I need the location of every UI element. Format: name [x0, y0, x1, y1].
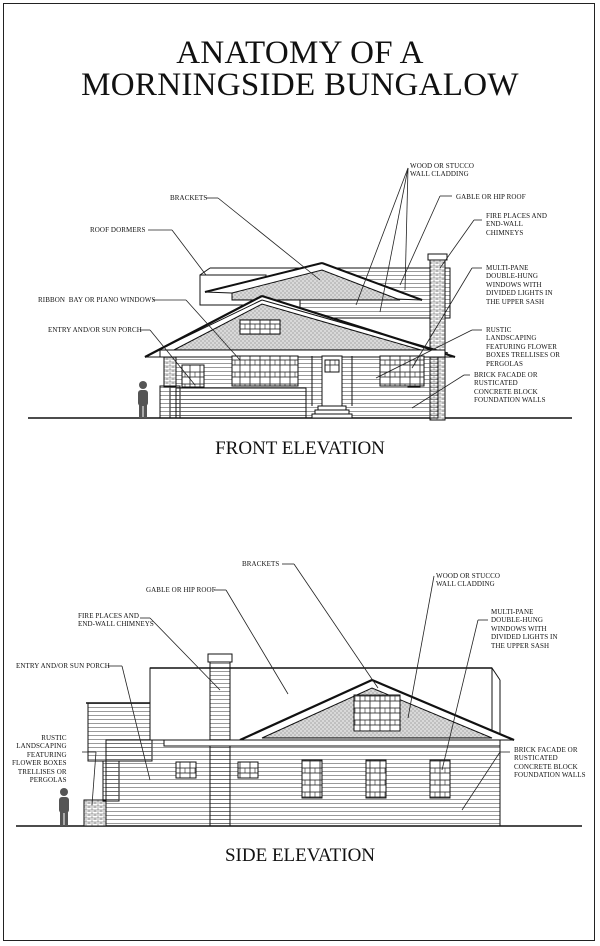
side-label-entry: ENTRY AND/OR SUN PORCH — [16, 662, 110, 670]
side-label-rustic: RUSTIC LANDSCAPING FEATURING FLOWER BOXES TRELLISES OR PERGOLAS — [12, 734, 67, 785]
side-label-brackets: BRACKETS — [242, 560, 280, 568]
front-elevation-heading: FRONT ELEVATION — [215, 438, 385, 459]
side-label-wood-stucco: WOOD OR STUCCO WALL CLADDING — [436, 572, 501, 589]
side-label-gable-hip: GABLE OR HIP ROOF — [146, 586, 216, 594]
front-label-gable-hip: GABLE OR HIP ROOF — [456, 193, 526, 201]
side-elevation-heading: SIDE ELEVATION — [224, 845, 376, 866]
title-line-2: MORNINGSIDE BUNGALOW — [81, 67, 519, 103]
title-line-1: ANATOMY OF A — [176, 35, 424, 71]
side-label-fireplaces: FIRE PLACES AND END-WALL CHIMNEYS — [78, 612, 154, 629]
front-label-fireplaces: FIRE PLACES AND END-WALL CHIMNEYS — [486, 212, 548, 237]
front-label-wood-stucco: WOOD OR STUCCO WALL CLADDING — [410, 162, 475, 179]
side-elevation-drawing — [16, 654, 582, 826]
human-figure — [138, 381, 148, 418]
front-label-ribbon-windows: RIBBON BAY OR PIANO WINDOWS — [38, 296, 156, 304]
side-label-multipane: MULTI-PANE DOUBLE-HUNG WINDOWS WITH DIVIDED LIGHTS IN THE UPPER SASH — [491, 608, 558, 650]
side-label-brick: BRICK FACADE OR RUSTICATED CONCRETE BLOCK FOUNDATION WALLS — [514, 746, 586, 780]
front-label-brick: BRICK FACADE OR RUSTICATED CONCRETE BLOCK FOUNDATION WALLS — [474, 371, 546, 405]
front-label-roof-dormers: ROOF DORMERS — [90, 226, 146, 234]
front-label-rustic: RUSTIC LANDSCAPING FEATURING FLOWER BOXES TRELLISES OR PERGOLAS — [486, 326, 561, 368]
front-label-entry: ENTRY AND/OR SUN PORCH — [48, 326, 142, 334]
front-label-brackets: BRACKETS — [170, 194, 208, 202]
front-label-multipane: MULTI-PANE DOUBLE-HUNG WINDOWS WITH DIVIDED LIGHTS IN THE UPPER SASH — [486, 264, 553, 306]
